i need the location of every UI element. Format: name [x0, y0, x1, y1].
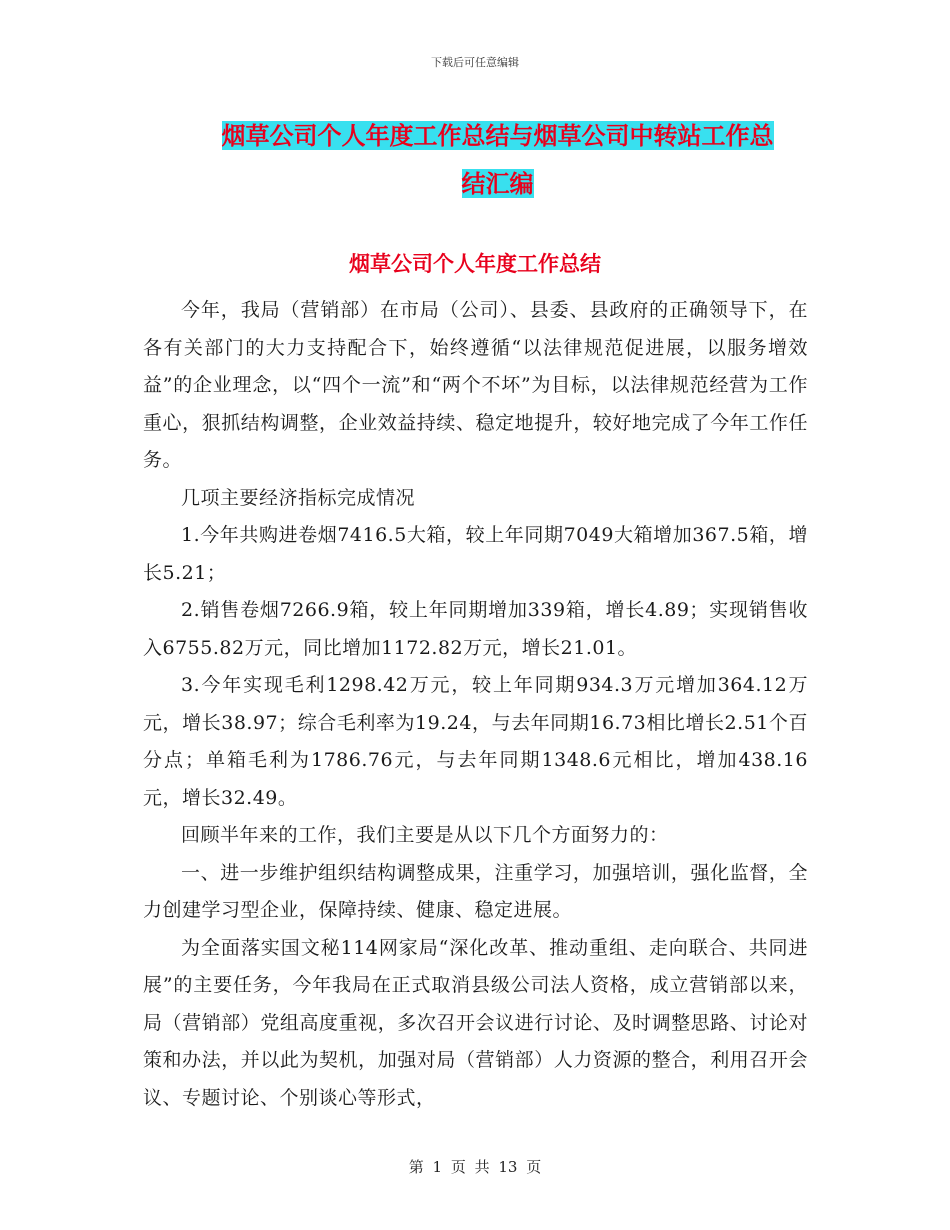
header-note: 下载后可任意编辑 — [431, 56, 519, 69]
body-text — [143, 292, 808, 1117]
section-title: 烟草公司个人年度工作总结 — [349, 251, 601, 276]
paragraph: 2.销售卷烟7266.9箱，较上年同期增加339箱，增长4.89；实现销售收入6755.82万元，同比增加1172.82万元，增长21.01。 — [143, 599, 808, 659]
document-title-line1: 烟草公司个人年度工作总结与烟草公司中转站工作总 — [221, 121, 774, 150]
paragraph: 回顾半年来的工作，我们主要是从以下几个方面努力的： — [181, 824, 669, 846]
paragraph: 1.今年共购进卷烟7416.5大箱，较上年同期7049大箱增加367.5箱，增长5.21； — [143, 524, 808, 584]
page-number-footer: 第 1 页 共 13 页 — [408, 1158, 542, 1176]
paragraph: 几项主要经济指标完成情况 — [181, 486, 416, 509]
paragraph: 3.今年实现毛利1298.42万元，较上年同期934.3万元增加364.12万元，增长38.97；综合毛利率为19.24，与去年同期16.73相比增长2.51个百分点；单箱毛利为1786.76元，与去年同期1348.6元相比，增加438.16元，增长32.49。 — [143, 674, 808, 809]
paragraph: 今年，我局（营销部）在市局（公司）、县委、县政府的正确领导下，在各有关部门的大力支持配合下，始终遵循“以法律规范促进展，以服务增效益”的企业理念，以“四个一流”和“两个不坏”为目标，以法律规范经营为工作重心，狠抓结构调整，企业效益持续、稳定地提升，较好地完成了今年工作任务。 — [143, 299, 808, 471]
document-title-line2: 结汇编 — [461, 169, 534, 198]
document-title — [145, 112, 850, 208]
paragraph: 一、进一步维护组织结构调整成果，注重学习，加强培训，强化监督，全力创建学习型企业，保障持续、健康、稳定进展。 — [143, 861, 808, 921]
paragraph: 为全面落实国文秘114网家局“深化改革、推动重组、走向联合、共同进展”的主要任务，今年我局在正式取消县级公司法人资格，成立营销部以来，局（营销部）党组高度重视，多次召开会议进行讨论、及时调整思路、讨论对策和办法，并以此为契机，加强对局（营销部）人力资源的整合，利用召开会议、专题讨论、个别谈心等形式， — [143, 936, 808, 1109]
